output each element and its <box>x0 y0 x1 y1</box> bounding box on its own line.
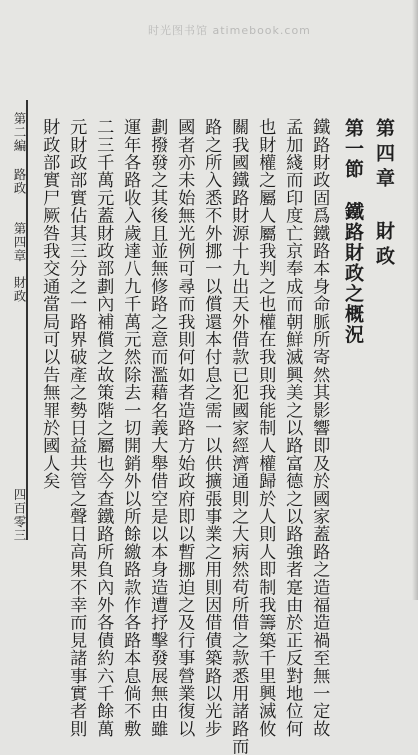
page-number: 四百零三 <box>12 488 27 542</box>
chapter-heading <box>374 118 393 271</box>
body-column: 元財政部實佔其三分之一路界破產之勢日益共管之聲日高果不幸而見諸事實者則 <box>66 118 87 738</box>
body-column: 運年各路收入歲達八九千萬元然除去一切開銷外以所餘繳路款作各路本息倘不敷 <box>120 118 141 738</box>
body-column: 孟加綫而印度亡京奉成而朝鮮滅興美之以路富德之以路強者寔由於正反對地位何 <box>282 118 303 738</box>
body-column: 關我國鐵路財源十九出天外借款已犯國家經濟通則之大病然苟所借之款悉用諸路而 <box>228 118 249 755</box>
body-column: 也財權之屬人屬我判之也權在我則我能制人權歸於人則人即制我籌築千里興滅攸 <box>255 118 276 738</box>
running-part: 第二編 <box>12 112 27 153</box>
book-gutter <box>412 0 418 600</box>
running-chapter: 第四章 <box>12 222 27 263</box>
section-heading <box>343 118 362 345</box>
body-column: 國者亦未始無光例可尋而我則何如者造路方始政府即以暫挪迫之及行事營業復以 <box>174 118 195 738</box>
running-part-title: 路政 <box>12 168 27 195</box>
section-label: 第一節 <box>342 118 364 180</box>
chapter-label: 第四章 <box>373 118 395 193</box>
body-column: 路之所入悉不外挪一以償還本付息之需一以供擴張事業之用則因借債築路以光步 <box>201 118 222 738</box>
body-column: 劃撥發之其後且並無修路之意而濫藉名義大舉借空是以本身造遭抒擊發展無由雖 <box>147 118 168 738</box>
running-chapter-title: 財政 <box>12 276 27 303</box>
body-column: 鐵路財政固爲鐵路本身命脈所寄然其影響即及於國家蓋路之造福造禍至無一定故 <box>309 118 330 738</box>
body-column: 財政部實尸厥咎我交通當局可以告無罪於國人矣 <box>39 118 60 490</box>
chapter-title: 財政 <box>373 221 395 271</box>
section-title: 鐵路財政之概況 <box>342 201 364 345</box>
watermark: 时光图书馆 atimebook.com <box>148 24 311 37</box>
body-column: 二三千萬元蓋財政部劃內補償之故策階之屬也今查鐵路所負內外各債約六千餘萬 <box>93 118 114 738</box>
margin-rule <box>26 100 28 540</box>
